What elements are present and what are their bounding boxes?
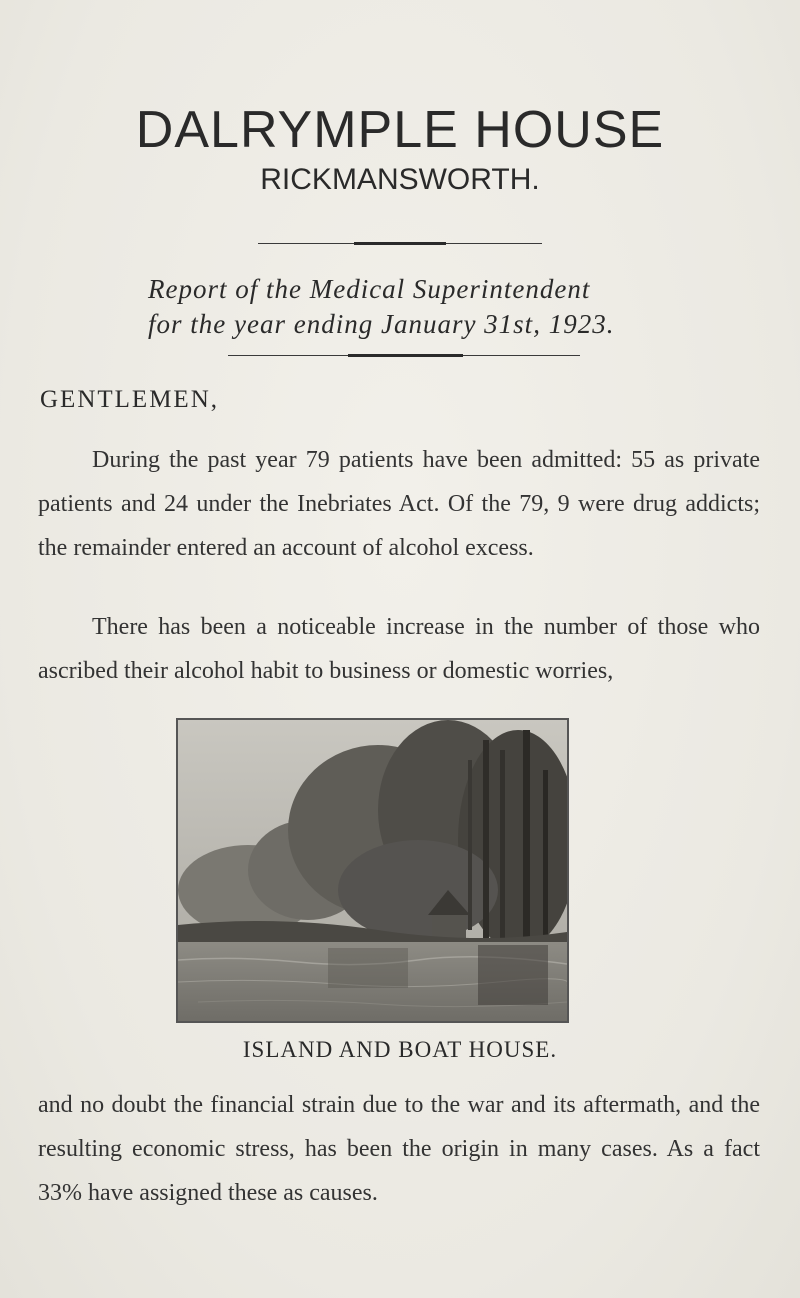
island-boat-house-photo (176, 718, 569, 1023)
photo-illustration (178, 720, 567, 1021)
paragraph-admissions: During the past year 79 patients have been admitted: 55 as private patients and 24 under the Inebriates Act. Of the 79, 9 were drug addicts; the remainder entered an account of alcohol excess. (38, 447, 760, 561)
report-heading (148, 272, 708, 342)
salutation: GENTLEMEN, (40, 386, 219, 413)
report-divider (228, 355, 580, 356)
photo-caption: ISLAND AND BOAT HOUSE. (242, 1037, 558, 1062)
title-divider (258, 243, 542, 244)
report-heading-line-2: for the year ending January 31st, 1923. (148, 309, 615, 339)
page-title: DALRYMPLE HOUSE (135, 101, 665, 159)
paragraph-increase: There has been a noticeable increase in the number of those who ascribed their alcohol habit to business or domestic worries, (38, 614, 760, 684)
page-subtitle: RICKMANSWORTH. (260, 163, 540, 196)
paragraph-financial-strain: and no doubt the financial strain due to the war and its aftermath, and the resulting economic stress, has been the origin in many cases. As a fact 33% have assigned these as causes. (38, 1092, 760, 1206)
report-heading-line-1: Report of the Medical Superintendent (148, 274, 591, 304)
